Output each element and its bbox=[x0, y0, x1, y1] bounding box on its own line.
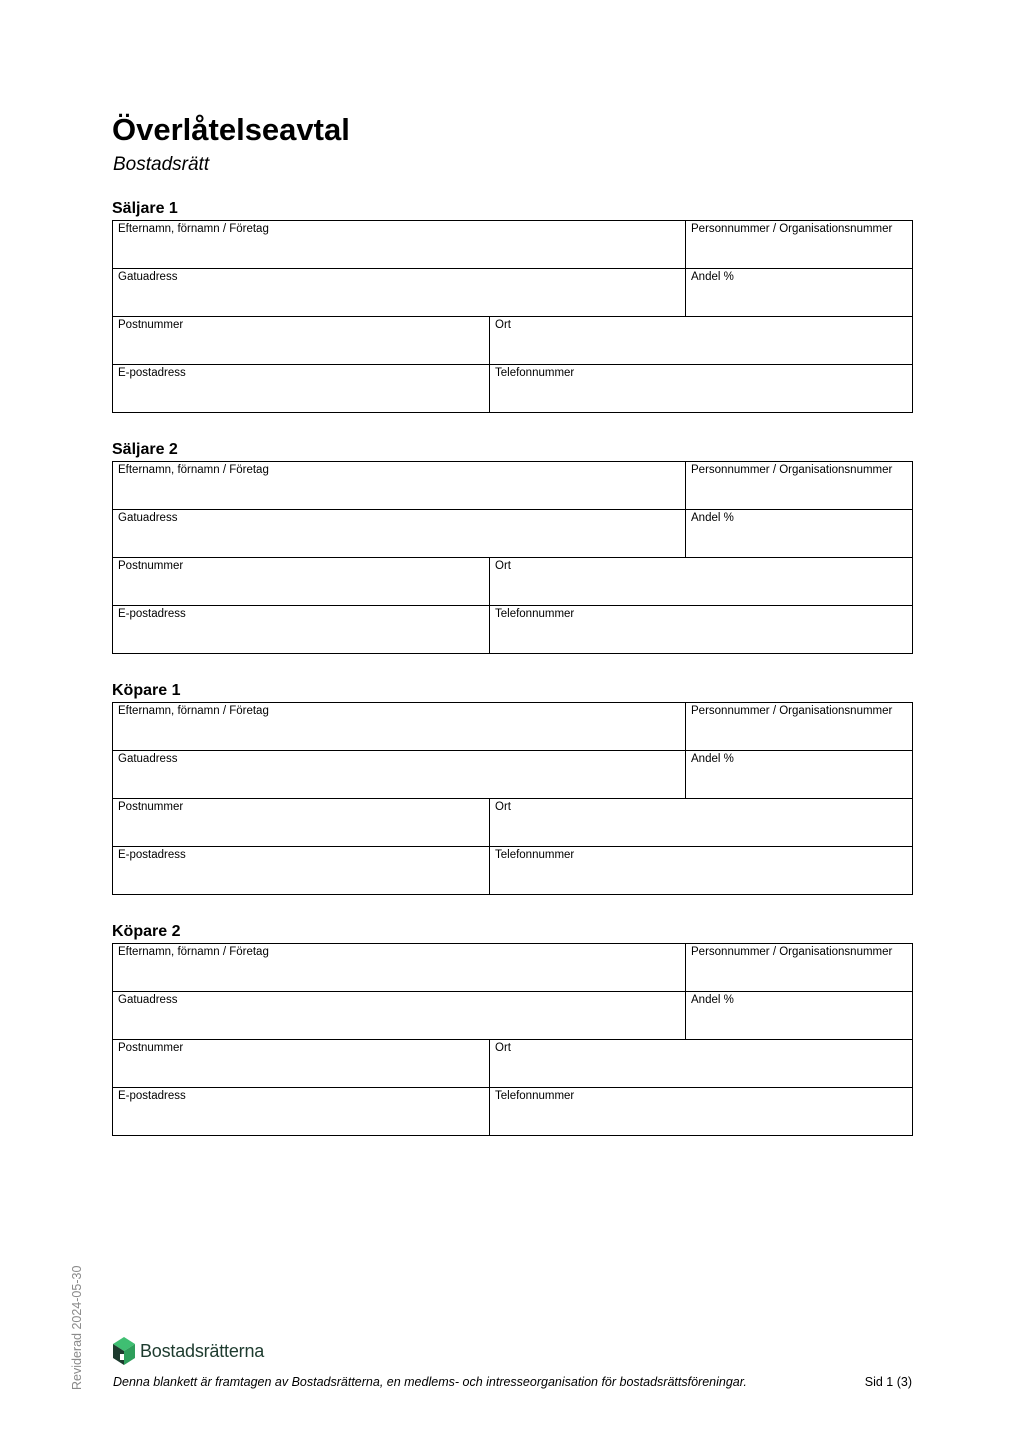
field-label: Andel % bbox=[691, 994, 734, 1006]
buyer-2-section bbox=[112, 922, 912, 1136]
city-field[interactable] bbox=[490, 799, 913, 847]
field-label: E-postadress bbox=[118, 608, 186, 620]
postal-code-field[interactable] bbox=[113, 799, 490, 847]
buyer-1-section bbox=[112, 681, 912, 895]
id-number-field[interactable] bbox=[686, 944, 913, 992]
field-label: Andel % bbox=[691, 271, 734, 283]
field-label: Ort bbox=[495, 1042, 511, 1054]
house-logo-icon bbox=[112, 1336, 136, 1366]
phone-field[interactable] bbox=[490, 1088, 913, 1136]
city-field[interactable] bbox=[490, 317, 913, 365]
party-form-table bbox=[112, 702, 913, 895]
street-field[interactable] bbox=[113, 510, 686, 558]
field-label: Telefonnummer bbox=[495, 367, 575, 379]
field-label: Gatuadress bbox=[118, 994, 178, 1006]
id-number-field[interactable] bbox=[686, 221, 913, 269]
name-field[interactable] bbox=[113, 221, 686, 269]
field-label: Postnummer bbox=[118, 319, 184, 331]
field-label: Gatuadress bbox=[118, 271, 178, 283]
phone-field[interactable] bbox=[490, 847, 913, 895]
field-label: Ort bbox=[495, 560, 511, 572]
field-label: Efternamn, förnamn / Företag bbox=[118, 705, 269, 717]
section-heading: Köpare 1 bbox=[112, 682, 181, 699]
id-number-field[interactable] bbox=[686, 462, 913, 510]
field-label: E-postadress bbox=[118, 1090, 186, 1102]
field-label: Gatuadress bbox=[118, 512, 178, 524]
email-field[interactable] bbox=[113, 365, 490, 413]
page-subtitle: Bostadsrätt bbox=[113, 154, 210, 175]
email-field[interactable] bbox=[113, 847, 490, 895]
field-label: Telefonnummer bbox=[495, 1090, 575, 1102]
name-field[interactable] bbox=[113, 703, 686, 751]
seller-1-section bbox=[112, 199, 912, 413]
party-form-table bbox=[112, 220, 913, 413]
name-field[interactable] bbox=[113, 462, 686, 510]
postal-code-field[interactable] bbox=[113, 1040, 490, 1088]
field-label: Andel % bbox=[691, 512, 734, 524]
footer-note: Denna blankett är framtagen av Bostadsrätterna, en medlems- och intresseorganisation för bostadsrättsföreningar. bbox=[113, 1375, 747, 1389]
phone-field[interactable] bbox=[490, 365, 913, 413]
field-label: Efternamn, förnamn / Företag bbox=[118, 223, 269, 235]
field-label: Ort bbox=[495, 801, 511, 813]
email-field[interactable] bbox=[113, 606, 490, 654]
page-number: Sid 1 (3) bbox=[864, 1375, 912, 1389]
share-field[interactable] bbox=[686, 751, 913, 799]
field-label: Personnummer / Organisationsnummer bbox=[691, 223, 893, 235]
field-label: Postnummer bbox=[118, 1042, 184, 1054]
field-label: Ort bbox=[495, 319, 511, 331]
field-label: E-postadress bbox=[118, 849, 186, 861]
seller-2-section bbox=[112, 440, 912, 654]
field-label: Efternamn, förnamn / Företag bbox=[118, 464, 269, 476]
bostadsratterna-logo bbox=[112, 1336, 264, 1366]
section-heading: Säljare 1 bbox=[112, 200, 178, 217]
city-field[interactable] bbox=[490, 558, 913, 606]
field-label: Andel % bbox=[691, 753, 734, 765]
name-field[interactable] bbox=[113, 944, 686, 992]
street-field[interactable] bbox=[113, 269, 686, 317]
field-label: Telefonnummer bbox=[495, 849, 575, 861]
share-field[interactable] bbox=[686, 510, 913, 558]
field-label: Efternamn, förnamn / Företag bbox=[118, 946, 269, 958]
email-field[interactable] bbox=[113, 1088, 490, 1136]
share-field[interactable] bbox=[686, 992, 913, 1040]
field-label: Personnummer / Organisationsnummer bbox=[691, 464, 893, 476]
party-form-table bbox=[112, 943, 913, 1136]
city-field[interactable] bbox=[490, 1040, 913, 1088]
share-field[interactable] bbox=[686, 269, 913, 317]
field-label: Postnummer bbox=[118, 560, 184, 572]
postal-code-field[interactable] bbox=[113, 317, 490, 365]
field-label: Telefonnummer bbox=[495, 608, 575, 620]
field-label: Gatuadress bbox=[118, 753, 178, 765]
field-label: E-postadress bbox=[118, 367, 186, 379]
section-heading: Köpare 2 bbox=[112, 923, 181, 940]
field-label: Personnummer / Organisationsnummer bbox=[691, 946, 893, 958]
street-field[interactable] bbox=[113, 992, 686, 1040]
id-number-field[interactable] bbox=[686, 703, 913, 751]
street-field[interactable] bbox=[113, 751, 686, 799]
field-label: Personnummer / Organisationsnummer bbox=[691, 705, 893, 717]
postal-code-field[interactable] bbox=[113, 558, 490, 606]
party-form-table bbox=[112, 461, 913, 654]
page-title: Överlåtelseavtal bbox=[112, 112, 350, 147]
revision-date: Reviderad 2024-05-30 bbox=[70, 1265, 84, 1390]
phone-field[interactable] bbox=[490, 606, 913, 654]
logo-wordmark: Bostadsrätterna bbox=[140, 1340, 265, 1361]
section-heading: Säljare 2 bbox=[112, 441, 178, 458]
field-label: Postnummer bbox=[118, 801, 184, 813]
